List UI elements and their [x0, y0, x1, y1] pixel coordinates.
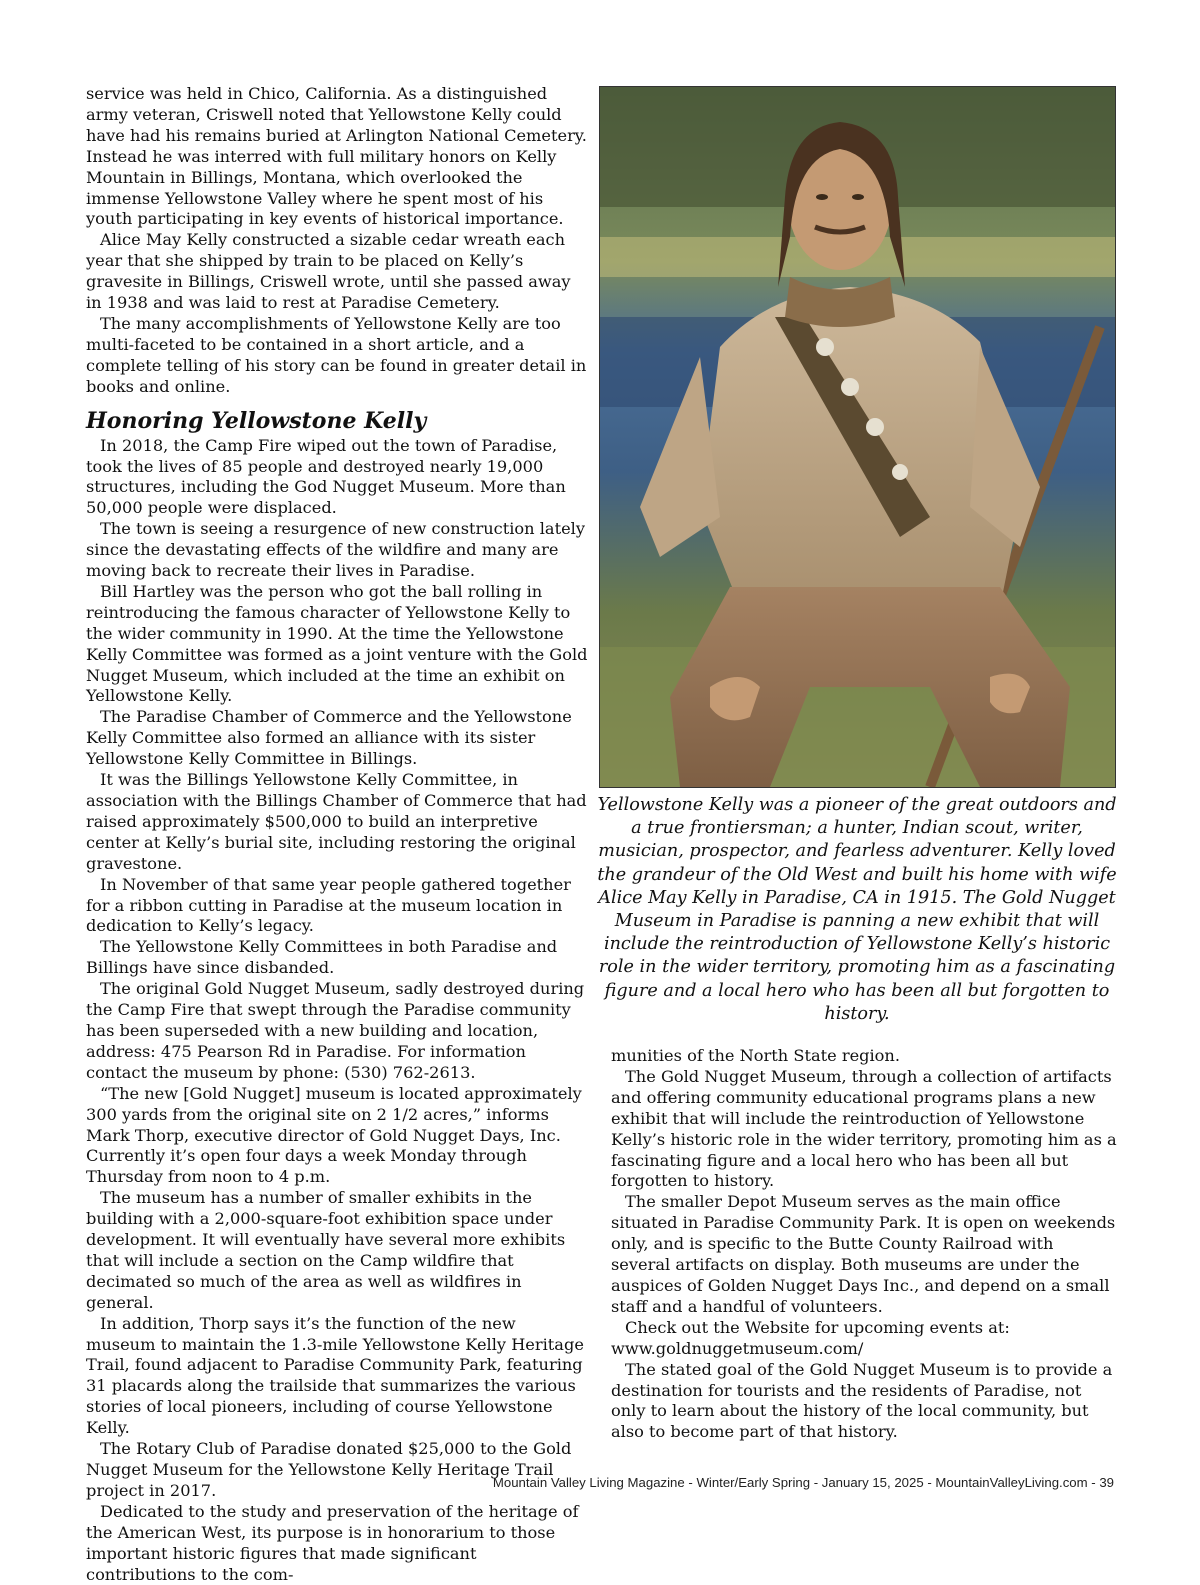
body-paragraph: The town is seeing a resurgence of new construction lately since the devastating effects of the wildfire and many are moving back to recreate their lives in Paradise. [86, 519, 585, 581]
body-paragraph: The stated goal of the Gold Nugget Museum is to provide a destination for tourists and the residents of Paradise, not only to learn about the history of the local community, but also to become part of that history. [611, 1359, 1113, 1442]
photo-caption: Yellowstone Kelly was a pioneer of the great outdoors and a true frontiersman; a hunter, Indian scout, writer, musician, prospector, and fearless adventurer. Kelly loved the grandeur of the Old West and built his home with wife Alice May Kelly in Paradise, CA in 1915. The Gold Nugget Museum in Paradise is panning a new exhibit that will include the reintroduction of Yellowstone Kelly’s historic role in the wider territory, promoting him as a fascinating figure and a local hero who has been all but forgotten to history. [597, 795, 1117, 1024]
body-paragraph: The Rotary Club of Paradise donated $25,000 to the Gold Nugget Museum for the Yellowstone Kelly Heritage Trail project in 2017. [86, 1439, 572, 1500]
body-paragraph: Check out the Website for upcoming events at: www.goldnuggetmuseum.com/ [611, 1317, 1010, 1358]
body-paragraph: The many accomplishments of Yellowstone Kelly are too multi-faceted to be contained in a short article, and a complete telling of his story can be found in greater detail in books and online. [86, 313, 587, 396]
body-paragraph: The Paradise Chamber of Commerce and the Yellowstone Kelly Committee also formed an alliance with its sister Yellowstone Kelly Committee in Billings. [86, 707, 572, 769]
section-heading: Honoring Yellowstone Kelly [86, 407, 427, 434]
body-paragraph: In November of that same year people gathered together for a ribbon cutting in Paradise at the museum location in dedication to Kelly’s legacy. [86, 874, 571, 936]
portrait-illustration [600, 87, 1115, 787]
body-paragraph: Dedicated to the study and preservation of the heritage of the American West, its purpose is in honorarium to those important historic figures that made significant contributions to the com- [86, 1501, 579, 1584]
body-paragraph: service was held in Chico, California. As a distinguished army veteran, Criswell noted that Yellowstone Kelly could have had his remains buried at Arlington National Cemetery. Instead he was interred with full military honors on Kelly Mountain in Billings, Montana, which overlooked the immense Yellowstone Valley where he spent most of his youth participating in key events of historical importance. [86, 84, 587, 229]
left-column [86, 84, 590, 1585]
body-paragraph: Bill Hartley was the person who got the ball rolling in reintroducing the famous character of Yellowstone Kelly to the wider community in 1990. At the time the Yellowstone Kelly Committee was formed as a joint venture with the Gold Nugget Museum, which included at the time an exhibit on Yellowstone Kelly. [86, 581, 588, 706]
right-column [611, 1046, 1117, 1443]
body-paragraph: In 2018, the Camp Fire wiped out the town of Paradise, took the lives of 85 people and destroyed nearly 19,000 structures, including the God Nugget Museum. More than 50,000 people were displaced. [86, 435, 566, 518]
body-paragraph: Alice May Kelly constructed a sizable cedar wreath each year that she shipped by train to be placed on Kelly’s gravesite in Billings, Criswell wrote, until she passed away in 1938 and was laid to rest at Paradise Cemetery. [86, 230, 571, 313]
body-paragraph: The original Gold Nugget Museum, sadly destroyed during the Camp Fire that swept through the Paradise community has been superseded with a new building and location, address: 475 Pearson Rd in Paradise. For information contact the museum by phone: (530) 762-2613. [86, 979, 585, 1082]
body-paragraph: The museum has a number of smaller exhibits in the building with a 2,000-square-foot exhibition space under development. It will eventually have several more exhibits that will include a section on the Camp wildfire that decimated so much of the area as well as wildfires in general. [86, 1188, 566, 1312]
body-paragraph: The Gold Nugget Museum, through a collection of artifacts and offering community educational programs plans a new exhibit that will include the reintroduction of Yellowstone Kelly’s historic role in the wider territory, promoting him as a fascinating figure and a local hero who has been all but forgotten to history. [611, 1066, 1117, 1191]
portrait-photo [599, 86, 1116, 788]
body-paragraph: The smaller Depot Museum serves as the main office situated in Paradise Community Park. It is open on weekends only, and is specific to the Butte County Railroad with several artifacts on display. Both museums are under the auspices of Golden Nugget Days Inc., and depend on a small staff and a handful of volunteers. [611, 1192, 1116, 1316]
body-paragraph: “The new [Gold Nugget] museum is located approximately 300 yards from the original site on 2 1/2 acres,” informs Mark Thorp, executive director of Gold Nugget Days, Inc. Currently it’s open four days a week Monday through Thursday from noon to 4 p.m. [86, 1083, 582, 1187]
body-paragraph: It was the Billings Yellowstone Kelly Committee, in association with the Billings Chamber of Commerce that had raised approximately $500,000 to build an interpretive center at Kelly’s burial site, including restoring the original gravestone. [86, 770, 587, 873]
body-paragraph: munities of the North State region. [611, 1046, 901, 1065]
body-paragraph: The Yellowstone Kelly Committees in both Paradise and Billings have since disbanded. [86, 937, 558, 978]
body-paragraph: In addition, Thorp says it’s the function of the new museum to maintain the 1.3-mile Yellowstone Kelly Heritage Trail, found adjacent to Paradise Community Park, featuring 31 placards along the trailside that summarizes the various stories of local pioneers, including of course Yellowstone Kelly. [86, 1313, 584, 1438]
page-footer: Mountain Valley Living Magazine - Winter/Early Spring - January 15, 2025 - MountainValleyLiving.com - 39 [492, 1475, 1114, 1490]
